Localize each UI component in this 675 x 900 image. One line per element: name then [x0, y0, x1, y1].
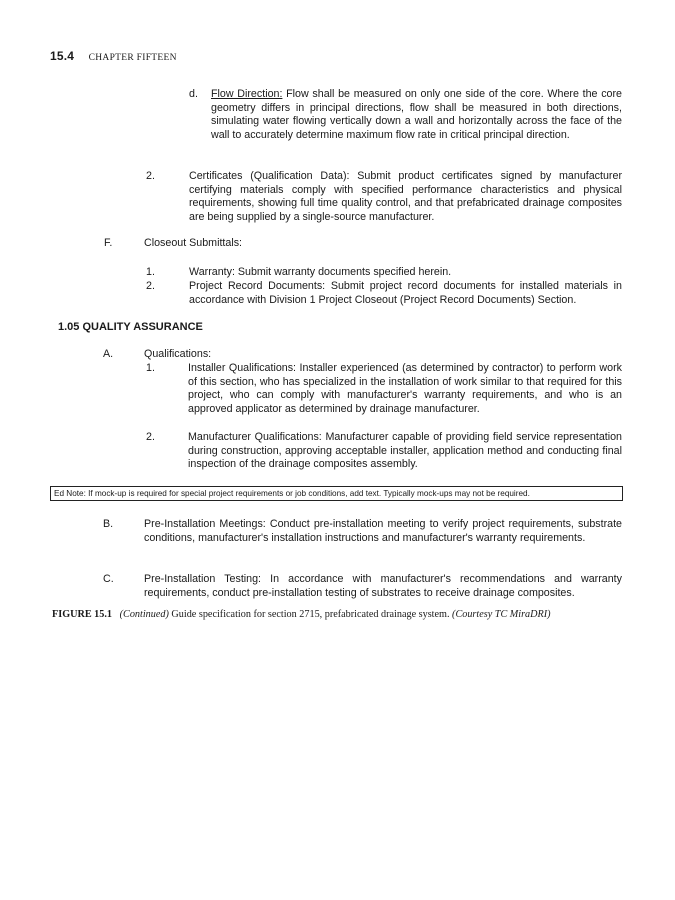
section-heading: 1.05 QUALITY ASSURANCE [58, 321, 203, 333]
manufacturer-marker: 2. [146, 431, 155, 443]
figure-caption [52, 609, 551, 620]
closeout-marker: F. [104, 237, 113, 249]
certificates-marker: 2. [146, 170, 155, 182]
ed-note-box: Ed Note: If mock-up is required for special project requirements or job conditions, add text. Typically mock-ups may not be required. [50, 486, 623, 501]
testing-marker: C. [103, 573, 114, 585]
warranty-marker: 1. [146, 266, 155, 278]
testing-paragraph: Pre-Installation Testing: In accordance with manufacturer's recommendations and warranty requirements, conduct pre-installation testing of substrates to receive drainage composites. [144, 573, 622, 599]
figure-credit: (Courtesy TC MiraDRI) [452, 609, 551, 620]
warranty-paragraph: Warranty: Submit warranty documents specified herein. [189, 266, 452, 278]
item-d-title: Flow Direction: [211, 88, 283, 100]
page-number: 15.4 [50, 49, 75, 63]
qualifications-heading: Qualifications: [144, 348, 212, 360]
item-d-body: Flow shall be measured on only one side of the core. Where the core geometry differs in principal directions, flow shall be measured in both directions, simulating water flowing vertically down a wall and horizontally across the face of the wall to accurately determine maximum flow rate in critical principal direction. [211, 88, 622, 141]
meetings-marker: B. [103, 518, 114, 530]
figure-label: FIGURE 15.1 [52, 609, 112, 620]
item-d-paragraph [211, 88, 622, 142]
record-docs-marker: 2. [146, 280, 155, 292]
installer-marker: 1. [146, 362, 155, 374]
manufacturer-paragraph: Manufacturer Qualifications: Manufacturer capable of providing field service representation during construction, approving acceptable installer, application method and conducting final inspection of the drainage composites assembly. [188, 431, 622, 471]
item-d-marker: d. [189, 88, 198, 100]
figure-caption-text: Guide specification for section 2715, prefabricated drainage system. [171, 609, 450, 620]
installer-paragraph: Installer Qualifications: Installer experienced (as determined by contractor) to perform work of this section, who has specialized in the installation of work similar to that required for this project, who can comply with manufacturer's warranty requirements, and who is an approved applicator as determined by drainage manufacturer. [188, 362, 622, 415]
closeout-heading: Closeout Submittals: [144, 237, 243, 249]
qualifications-marker: A. [103, 348, 114, 360]
chapter-title: CHAPTER FIFTEEN [88, 53, 177, 63]
certificates-paragraph: Certificates (Qualification Data): Submit product certificates signed by manufacturer certifying materials comply with specified performance characteristics and physical requirements, showing full time quality control, and that prefabricated drainage composites are being supplied by a single-source manufacturer. [189, 170, 622, 223]
running-header [50, 47, 177, 65]
record-docs-paragraph: Project Record Documents: Submit project record documents for installed materials in accordance with Division 1 Project Closeout (Project Record Documents) Section. [189, 280, 622, 306]
meetings-paragraph: Pre-Installation Meetings: Conduct pre-installation meeting to verify project requirements, substrate conditions, manufacturer's installation instructions and manufacturer's warranty requirements. [144, 518, 622, 544]
figure-continued: (Continued) [119, 609, 169, 620]
